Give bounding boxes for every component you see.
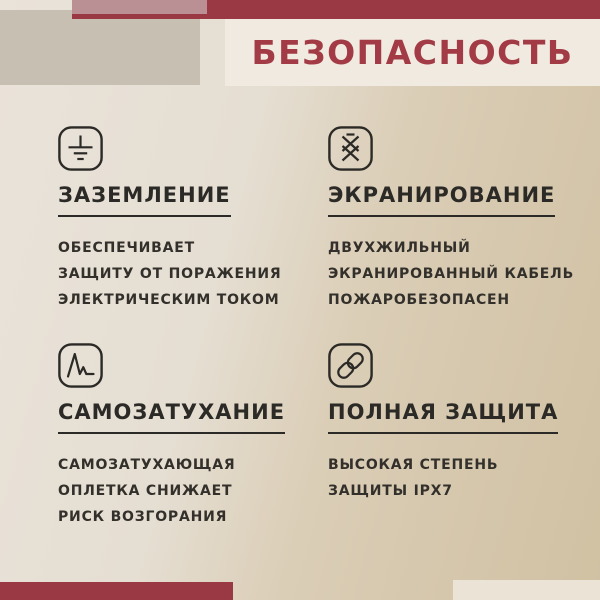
feature-full-protection xyxy=(328,343,586,504)
desc-line: ЗАЩИТЫ IPX7 xyxy=(328,483,453,499)
page-title: БЕЗОПАСНОСТЬ xyxy=(251,33,574,72)
chain-link-icon xyxy=(328,343,373,388)
bottom-right-cream-block xyxy=(453,580,600,600)
braided-shield-icon xyxy=(328,126,373,171)
feature-grounding xyxy=(58,126,298,313)
feature-description xyxy=(328,235,586,313)
grounding-icon xyxy=(58,126,103,171)
feature-description xyxy=(58,452,298,530)
desc-line: САМОЗАТУХАЮЩАЯ xyxy=(58,457,236,473)
desc-line: ПОЖАРОБЕЗОПАСЕН xyxy=(328,292,510,308)
feature-title: САМОЗАТУХАНИЕ xyxy=(58,402,285,434)
feature-title: ЭКРАНИРОВАНИЕ xyxy=(328,185,555,217)
taupe-decor-block xyxy=(0,10,200,85)
pink-decor-block xyxy=(72,0,207,14)
desc-line: ЭКРАНИРОВАННЫЙ КАБЕЛЬ xyxy=(328,266,575,282)
desc-line: ДВУХЖИЛЬНЫЙ xyxy=(328,240,471,256)
desc-line: ЗАЩИТУ ОТ ПОРАЖЕНИЯ xyxy=(58,266,282,282)
header-banner xyxy=(225,19,600,86)
feature-title: ПОЛНАЯ ЗАЩИТА xyxy=(328,402,558,434)
feature-shielding xyxy=(328,126,586,313)
desc-line: РИСК ВОЗГОРАНИЯ xyxy=(58,509,228,525)
damped-peak-icon xyxy=(58,343,103,388)
feature-title: ЗАЗЕМЛЕНИЕ xyxy=(58,185,231,217)
bottom-red-bar xyxy=(0,582,233,600)
desc-line: ВЫСОКАЯ СТЕПЕНЬ xyxy=(328,457,499,473)
feature-description xyxy=(58,235,298,313)
desc-line: ОПЛЕТКА СНИЖАЕТ xyxy=(58,483,233,499)
feature-description xyxy=(328,452,586,504)
feature-self-extinguishing xyxy=(58,343,298,530)
desc-line: ОБЕСПЕЧИВАЕТ xyxy=(58,240,195,256)
desc-line: ЭЛЕКТРИЧЕСКИМ ТОКОМ xyxy=(58,292,280,308)
